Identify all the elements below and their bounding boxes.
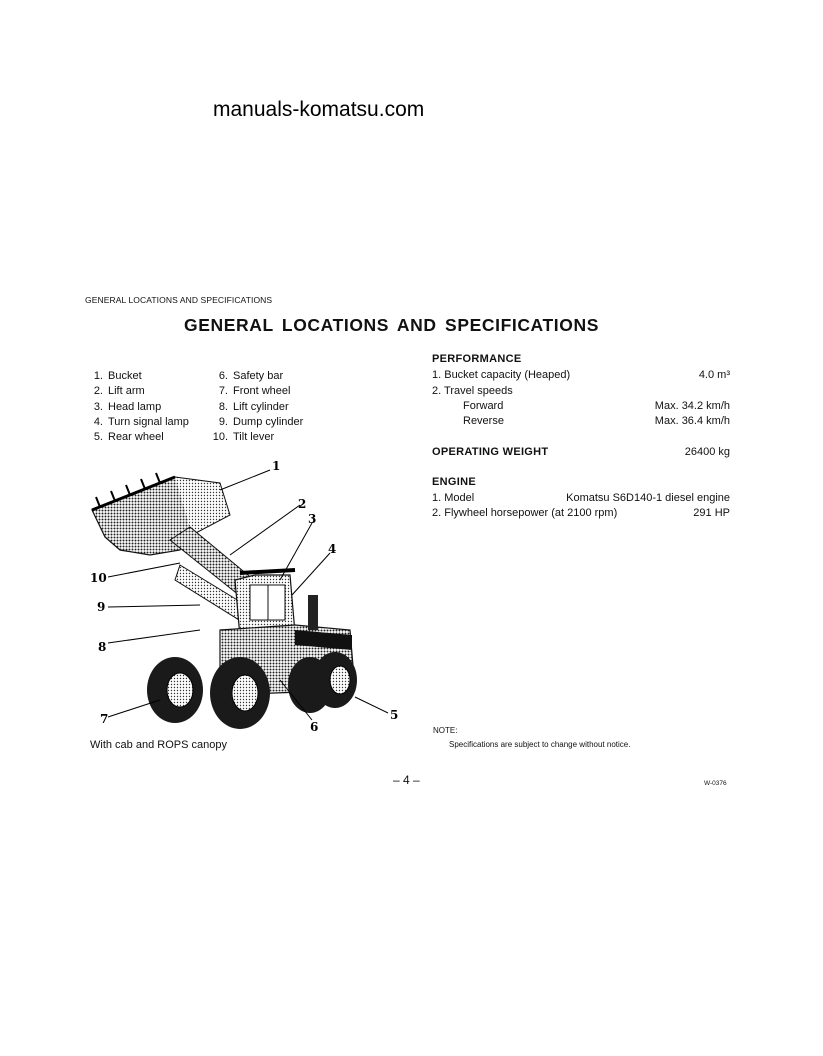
engine-heading: ENGINE: [432, 476, 476, 488]
reverse-label: Reverse: [463, 415, 504, 427]
legend-item: 6. Safety bar: [218, 370, 284, 382]
bucket-capacity-value: 4.0 m³: [698, 369, 730, 381]
callout-4: 4: [328, 542, 337, 556]
legend-item: 3. Head lamp: [93, 400, 162, 413]
callout-7: 7: [100, 712, 109, 726]
operating-weight-value: 26400 kg: [684, 446, 730, 458]
engine-model-label: 1. Model: [432, 492, 475, 504]
figure-code: W-0376: [704, 780, 727, 787]
legend-item: 9. Dump cylinder: [218, 415, 304, 428]
legend-item: 2. Lift arm: [93, 385, 145, 398]
note-text: Specifications are subject to change without notice.: [449, 740, 631, 749]
watermark-text: manuals-komatsu.com: [213, 98, 425, 121]
callout-1: 1: [272, 459, 281, 473]
forward-value: Max. 34.2 km/h: [654, 400, 730, 412]
callout-2: 2: [298, 497, 307, 511]
operating-weight-heading: OPERATING WEIGHT: [432, 446, 549, 458]
callout-9: 9: [97, 600, 106, 614]
figure-caption: With cab and ROPS canopy: [90, 739, 227, 751]
legend-item: 1. Bucket: [93, 370, 142, 382]
travel-speeds-label: 2. Travel speeds: [432, 385, 513, 397]
bucket-capacity-label: 1. Bucket capacity (Heaped): [432, 369, 571, 381]
callout-3: 3: [308, 512, 317, 526]
callout-10: 10: [90, 571, 107, 585]
page-title: GENERAL LOCATIONS AND SPECIFICATIONS: [184, 315, 599, 335]
legend-item: 8. Lift cylinder: [218, 400, 289, 413]
legend-left-column: [88, 369, 189, 445]
legend-right-column: [209, 369, 303, 445]
page-number: – 4 –: [393, 773, 420, 787]
forward-label: Forward: [463, 400, 504, 412]
performance-heading: PERFORMANCE: [432, 353, 522, 365]
callout-5: 5: [390, 708, 399, 722]
wheel-loader-illustration: [80, 455, 410, 740]
flywheel-hp-value: 291 HP: [693, 507, 730, 519]
legend-item: 10. Tilt lever: [212, 431, 275, 444]
running-header: GENERAL LOCATIONS AND SPECIFICATIONS: [85, 295, 273, 305]
callout-8: 8: [98, 640, 107, 654]
callout-6: 6: [310, 720, 319, 734]
legend-item: 5. Rear wheel: [93, 431, 164, 444]
legend-item: 7. Front wheel: [218, 385, 291, 398]
legend-item: 4. Turn signal lamp: [93, 415, 189, 428]
front-wheel-shape: [147, 657, 270, 729]
reverse-value: Max. 36.4 km/h: [654, 415, 730, 427]
engine-model-value: Komatsu S6D140-1 diesel engine: [566, 492, 730, 504]
flywheel-hp-label: 2. Flywheel horsepower (at 2100 rpm): [432, 507, 618, 519]
note-label: NOTE:: [433, 726, 458, 735]
